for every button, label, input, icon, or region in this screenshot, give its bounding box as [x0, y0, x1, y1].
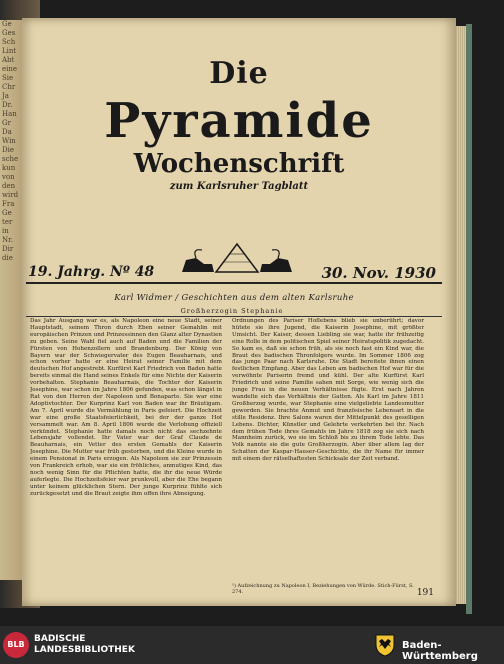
coat-of-arms-icon[interactable] — [374, 633, 396, 657]
magazine-page — [22, 18, 456, 606]
left-page-fragment: in — [2, 227, 9, 235]
article-byline: Karl Widmer / Geschichten aus dem alten Karlsruhe — [114, 293, 354, 303]
binding-strip — [466, 24, 472, 614]
page-number: 191 — [416, 588, 434, 598]
left-page-fragment: die — [2, 254, 13, 262]
left-page-fragment: Da — [2, 128, 12, 136]
left-page-fragment: Sch — [2, 38, 16, 46]
left-page-fragment: Ges — [2, 29, 16, 37]
left-page-fragment: wird — [2, 191, 19, 199]
left-page-fragment: eine — [2, 65, 18, 73]
article-column-1: Das Jahr Ausgang war es, als Napoleon eine neue Stadt, seiner Hauptstadt, seinem Thron durch Eben seiner Gemahlin mit europäischen Prinzen und Prinzessinnen den Glanz alter Dynastien zu geben. Seine Wahl fiel auch auf Baden und die Familien der Fürsten von Hohenzollern und Brandenburg. Der König von Bayern war der Schwiegervater des Eugen Beauharnais, und schon vorher hatte er eine Heirat seiner Familie mit dem deutschen Hof angestrebt. Kurfürst Karl Friedrich von Baden hatte bereits einmal die Hand seines Enkels für eine Nichte der Kaiserin vorbehalten. Stephanie Beauharnais, die Tochter der Kaiserin Josephine, war schon im Jahre 1806 gefunden, was schon längst in Rat von den Herren der Napoleon und Bonaparte. Sie war eine Adoptivtochter. Der Kurprinz Karl von Baden war ihr Bräutigam. Am 7. April wurde die Vermählung in Paris gefeiert. Die Hochzeit war eine große Staatsfeierlichkeit, bei der der ganze Hof versammelt war. Am 8. April 1806 wurde die Verlobung offiziell verkündet. Stephanie hatte damals noch nicht das sechzehnte Lebensjahr vollendet. Ihr Vater war der Graf Claude de Beauharnais, ein Vetter des ersten Gemahls der Kaiserin Josephine. Die Mutter war früh gestorben, und die Kleine wurde in einem Pensionat in Paris erzogen. Als Napoleon sie zur Prinzessin von Frankreich erhob, war sie ein fröhliches, anmutiges Kind, das noch wenig Sinn für die Pflichten hatte, die ihr die neue Würde auferlegte. Die Hochzeitsfeier war prunkvoll, aber die Ehe begann unter keinem glücklichen Stern. Der junge Kurprinz fühlte sich zurückgesetzt und die Braut zeigte ihm offen ihre Abneigung. — [30, 318, 222, 497]
left-page-fragment: von — [2, 173, 15, 181]
institution-line-2: LANDESBIBLIOTHEK — [34, 645, 135, 655]
left-page-fragment: Ge — [2, 209, 12, 217]
left-page-edge — [0, 20, 22, 580]
article-column-2: Ordnungen des Pariser Hoflebens blieb sie unberührt; davor hütete sie ihre Jugend, die Kaiserin Josephine, mit größter Umsicht. Der Kaiser, dessen Liebling sie war, hatte ihr frühzeitig eine Rolle in dem politischen Spiel seiner Heiratspolitik zugedacht. So kam es, daß sie schon früh, als sie noch fast ein Kind war, die Braut des badischen Thronfolgers wurde. Im Sommer 1806 zog das junge Paar nach Karlsruhe. Die Stadt bereitete ihnen einen festlichen Empfang. Aber das Leben am badischen Hof war für die verwöhnte Pariserin fremd und kühl. Der alte Kurfürst Karl Friedrich und seine Familie sahen mit Sorge, wie wenig sich die junge Frau in die neuen Verhältnisse fügte. Erst nach Jahren wandelte sich das Verhältnis der Gatten. Als Karl im Jahre 1811 Großherzog wurde, war Stephanie eine vielgeliebte Landesmutter geworden. Sie brachte Anmut und französische Lebensart in die stille Residenz. Ihre Salons waren der Mittelpunkt des geselligen Lebens. Dichter, Künstler und Gelehrte verkehrten bei ihr. Nach dem frühen Tode ihres Gemahls im Jahre 1818 zog sie sich nach Mannheim zurück, wo sie im Schloß bis zu ihrem Tode lebte. Das Volk nannte sie die gute Großherzogin. Aber über allem lag der Schatten der Kaspar-Hauser-Geschichte, die ihr Name für immer mit einem der rätselhaftesten Schicksale der Zeit verband. — [232, 318, 424, 463]
left-page-fragment: kun — [2, 164, 16, 172]
left-page-fragment: Fra — [2, 200, 15, 208]
divider-sub — [26, 316, 442, 317]
article-subtitle: Großherzogin Stephanie — [180, 307, 284, 315]
left-page-fragment: Dir — [2, 245, 14, 253]
left-page-fragment: Ge — [2, 20, 12, 28]
left-page-fragment: Die — [2, 146, 14, 154]
region-label: Baden-Württemberg — [402, 640, 478, 662]
library-footer — [0, 626, 504, 664]
masthead-subtitle: Wochenschrift — [133, 149, 345, 179]
left-page-fragment: Chr — [2, 83, 16, 91]
issue-line — [22, 258, 456, 280]
left-page-fragment: den — [2, 182, 16, 190]
left-page-fragment: Han — [2, 110, 17, 118]
left-page-fragment: Sie — [2, 74, 14, 82]
left-page-fragment: Lint — [2, 47, 17, 55]
divider-top — [26, 282, 442, 284]
left-page-fragment: ter — [2, 218, 13, 226]
left-page-fragment: sche — [2, 155, 19, 163]
issue-number: 19. Jahrg. Nº 48 — [28, 264, 155, 280]
masthead-supplement: zum Karlsruher Tagblatt — [169, 181, 309, 192]
masthead-die: Die — [209, 56, 269, 91]
institution-line-1: BADISCHE — [34, 634, 86, 644]
article-footnote: ¹) Aufzeichnung zu Napoleon I, Beziehungen von Würde. Stich-Fürst, S. 274. — [232, 583, 414, 595]
left-page-fragment: Abt — [2, 56, 15, 64]
masthead — [22, 56, 456, 192]
masthead-title: Pyramide — [104, 93, 374, 149]
issue-date: 30. Nov. 1930 — [321, 264, 436, 282]
left-page-fragment: Dr. — [2, 101, 13, 109]
institution-name — [34, 634, 135, 656]
left-page-fragment: Nr. — [2, 236, 13, 244]
left-page-fragment: Gr — [2, 119, 11, 127]
blb-logo[interactable]: BLB — [3, 632, 29, 658]
left-page-fragment: Ja — [2, 92, 9, 100]
left-page-fragment: Win — [2, 137, 16, 145]
